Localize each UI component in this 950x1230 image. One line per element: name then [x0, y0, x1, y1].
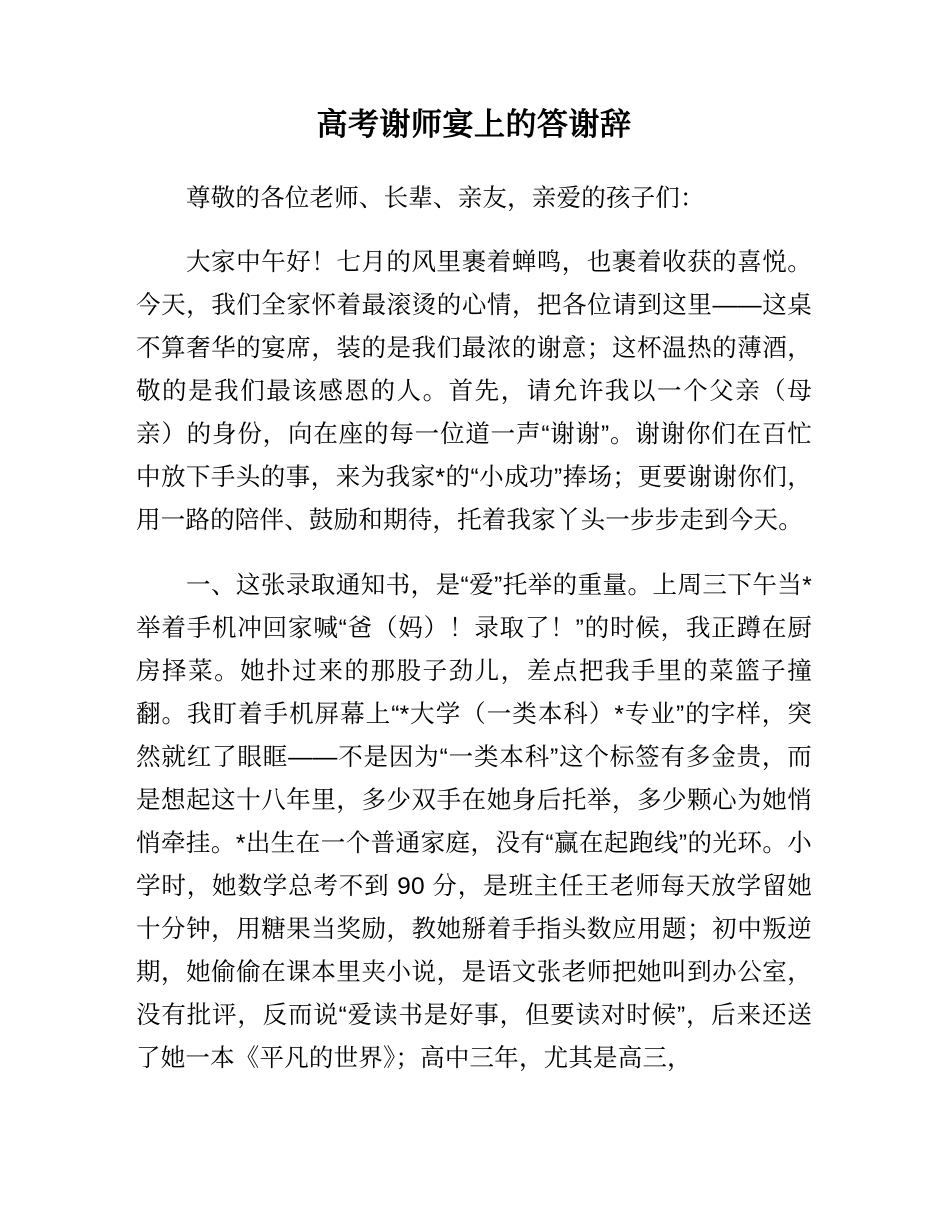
salutation-line: 尊敬的各位老师、长辈、亲友，亲爱的孩子们：	[186, 184, 705, 212]
body-paragraph-2: 一、这张录取通知书，是“爱”托举的重量。上周三下午当*举着手机冲回家喊“爸（妈）！录取了！”的时候，我正蹲在厨房择菜。她扑过来的那股子劲儿，差点把我手里的菜篮子撞翻。我盯着手机屏幕上“*大学（一类本科）*专业”的字样，突然就红了眼眶——不是因为“一类本科”这个标签有多金贵，而是想起这十八年里，多少双手在她身后托举，多少颗心为她悄悄牵挂。*出生在一个普通家庭，没有“赢在起跑线”的光环。小学时，她数学总考不到 90 分，是班主任王老师每天放学留她十分钟，用糖果当奖励，教她掰着手指头数应用题；初中叛逆期，她偷偷在课本里夹小说，是语文张老师把她叫到办公室，没有批评，反而说“爱读书是好事，但要读对时候”，后来还送了她一本《平凡的世界》；高中三年，尤其是高三，	[136, 571, 812, 1072]
page-title: 高考谢师宴上的答谢辞	[316, 107, 632, 142]
body-paragraph-1: 大家中午好！七月的风里裹着蝉鸣，也裹着收获的喜悦。今天，我们全家怀着最滚烫的心情，把各位请到这里——这桌不算奢华的宴席，装的是我们最浓的谢意；这杯温热的薄酒，敬的是我们最该感恩的人。首先，请允许我以一个父亲（母亲）的身份，向在座的每一位道一声“谢谢”。谢谢你们在百忙中放下手头的事，来为我家*的“小成功”捧场；更要谢谢你们，用一路的陪伴、鼓励和期待，托着我家丫头一步步走到今天。	[136, 248, 812, 534]
document-content	[136, 0, 812, 1080]
